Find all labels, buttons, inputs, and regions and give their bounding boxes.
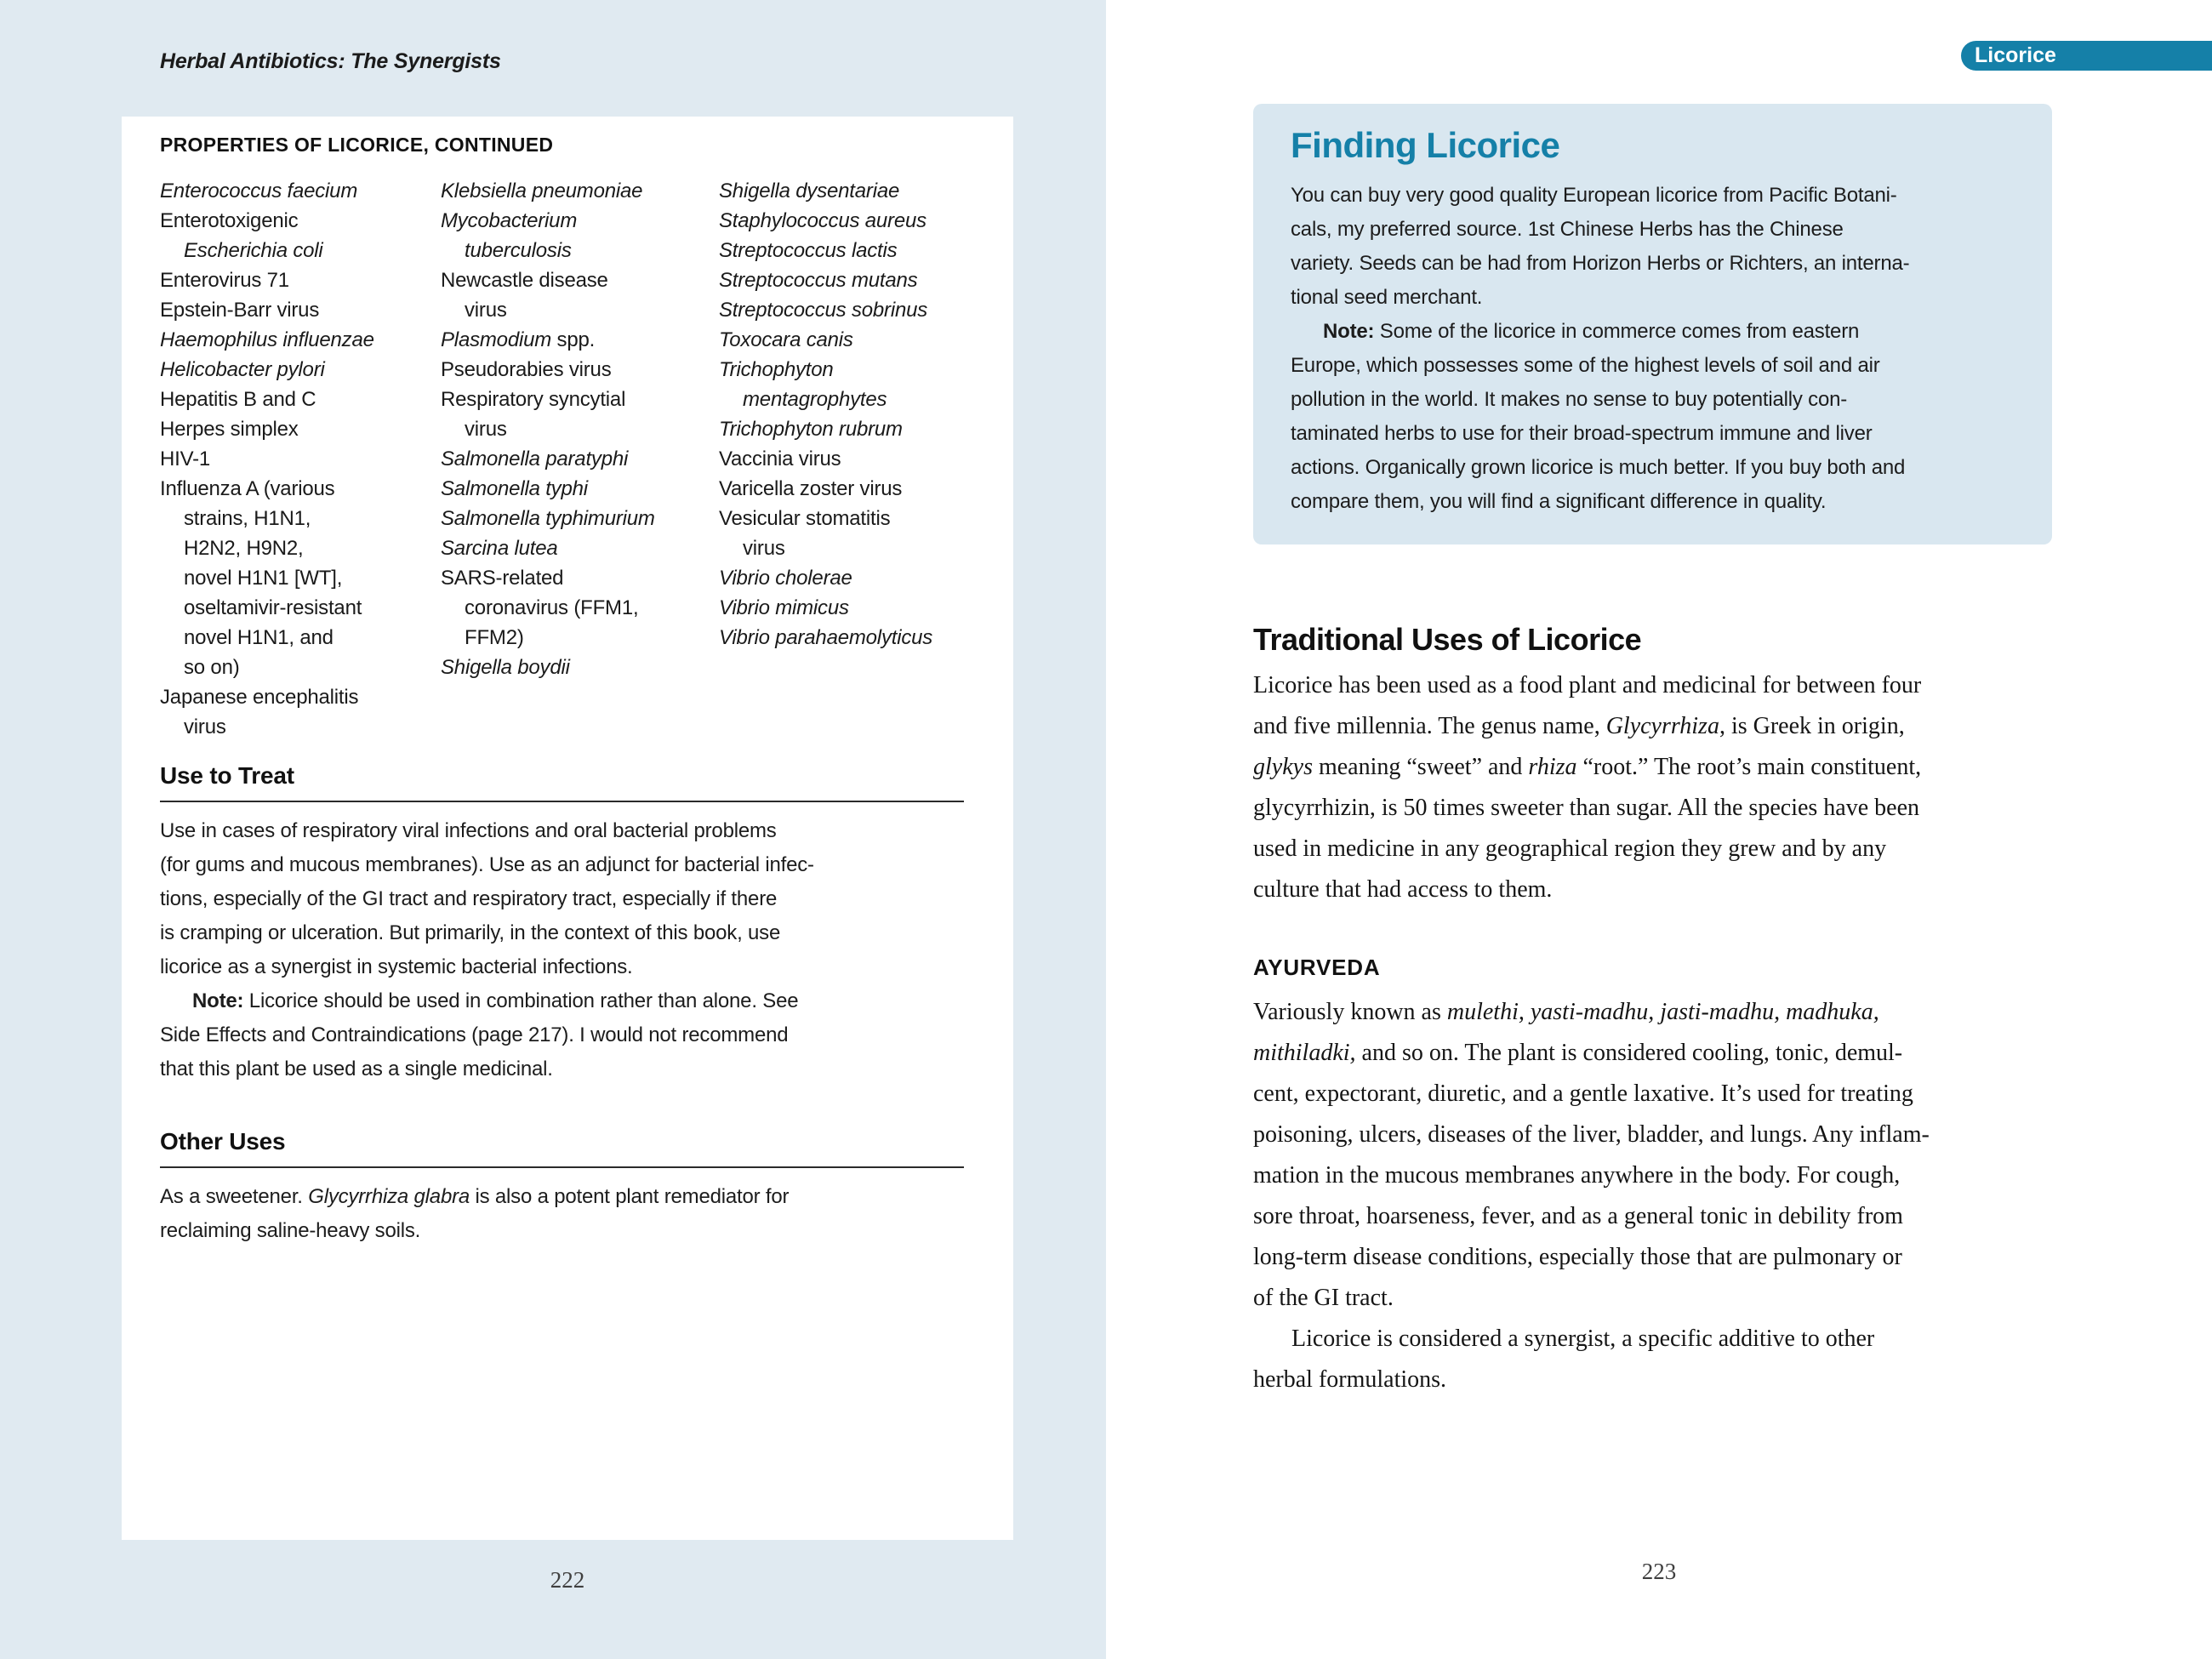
traditional-uses-body [1253, 665, 2070, 910]
ayurveda-section [1253, 955, 2070, 1400]
section-rule [160, 1166, 964, 1168]
pathogen-list [160, 176, 1013, 742]
chapter-tab [1961, 41, 2212, 71]
list-item: Klebsiella pneumoniae [441, 180, 643, 202]
list-item: Plasmodium spp. [441, 328, 596, 351]
list-item: Vibrio parahaemolyticus [719, 626, 933, 649]
other-uses-body [160, 1180, 964, 1248]
traditional-uses-section [1253, 623, 2070, 910]
finding-licorice-box [1253, 104, 2052, 544]
pathogen-column-2 [441, 176, 719, 742]
list-item: Helicobacter pylori [160, 358, 325, 381]
use-to-treat-body [160, 814, 964, 1086]
page-number-left: 222 [550, 1567, 585, 1593]
pathogen-column-1 [160, 176, 441, 742]
list-item: Enterotoxigenic Escherichia coli [160, 209, 323, 262]
paragraph: Licorice has been used as a food plant and medicinal for between four and five millennia. The genus name, Glycyrrhiza, is Greek in origin, glykys meaning “sweet” and rhiza “root.” The root’s main constituent, glycyrrhizin, is 50 times sweeter than sugar. All the species have been used in medicine in any geographical region they grew and by any culture that had access to them. [1253, 672, 1922, 903]
list-item: Mycobacterium tuberculosis [441, 209, 578, 262]
list-item: Trichophyton rubrum [719, 418, 903, 441]
list-item: Varicella zoster virus [719, 477, 903, 500]
paragraph: Licorice is considered a synergist, a specific additive to other herbal formulations. [1253, 1325, 1875, 1393]
paragraph: As a sweetener. Glycyrrhiza glabra is also a potent plant remediator for reclaiming saline-heavy soils. [160, 1185, 790, 1242]
list-item: Hepatitis B and C [160, 388, 316, 411]
list-item: Salmonella typhimurium [441, 507, 655, 530]
list-item: Sarcina lutea [441, 537, 558, 560]
list-item: Herpes simplex [160, 418, 299, 441]
list-item: Salmonella typhi [441, 477, 588, 500]
list-item: Enterococcus faecium [160, 180, 358, 202]
list-item: Toxocara canis [719, 328, 853, 351]
list-item: Shigella dysentariae [719, 180, 900, 202]
list-item: Pseudorabies virus [441, 358, 612, 381]
paragraph: Use in cases of respiratory viral infections and oral bacterial problems (for gums and mucous membranes). Use as an adjunct for bacterial infec- tions, especially of the GI tract and respiratory tract, especially if there is cramping or ulceration. But primarily, in the context of this book, use licorice as a synergist in systemic bacterial infections. [160, 819, 814, 978]
list-item: Streptococcus lactis [719, 239, 898, 262]
other-uses-section [160, 1127, 964, 1248]
traditional-uses-heading: Traditional Uses of Licorice [1253, 622, 1642, 657]
use-to-treat-section [160, 761, 964, 1086]
list-item: Enterovirus 71 [160, 269, 289, 292]
paragraph: Variously known as mulethi, yasti-madhu, jasti-madhu, madhuka, mithiladki, and so on. The plant is considered cooling, tonic, demul- cent, expectorant, diuretic, and a gentle laxative. It’s used for treating poisoning, ulcers, diseases of the liver, bladder, and lungs. Any inflam- mation in the mucous membranes anywhere in the body. For cough, sore throat, hoarseness, fever, and as a general tonic in debility from long-term disease conditions, especially those that are pulmonary or of the GI tract. [1253, 999, 1930, 1311]
list-item: Trichophyton mentagrophytes [719, 358, 887, 411]
list-item: Epstein-Barr virus [160, 299, 320, 322]
list-item: Staphylococcus aureus [719, 209, 926, 232]
list-item: SARS-related coronavirus (FFM1, FFM2) [441, 567, 639, 649]
list-item: Respiratory syncytial virus [441, 388, 626, 441]
properties-box [122, 117, 1013, 1540]
chapter-tab-label: Licorice [1975, 43, 2056, 67]
use-to-treat-heading: Use to Treat [160, 762, 294, 789]
list-item: Shigella boydii [441, 656, 570, 679]
list-item: Vaccinia virus [719, 448, 841, 470]
list-item: Streptococcus sobrinus [719, 299, 928, 322]
ayurveda-body [1253, 992, 2070, 1400]
finding-licorice-body [1291, 179, 2018, 519]
list-item: Influenza A (various strains, H1N1, H2N2, H9N2, novel H1N1 [WT], oseltamivir-resistant novel H1N1, and so on) [160, 477, 362, 679]
list-item: Vibrio mimicus [719, 596, 849, 619]
list-item: Streptococcus mutans [719, 269, 918, 292]
right-page [1106, 0, 2212, 1659]
paragraph: Note: Some of the licorice in commerce comes from eastern Europe, which possesses some of the highest levels of soil and air pollution in the world. It makes no sense to buy potentially con- taminated herbs to use for their broad-spectrum immune and liver actions. Organically grown licorice is much better. If you buy both and compare them, you will find a significant difference in quality. [1291, 320, 1906, 513]
list-item: Salmonella paratyphi [441, 448, 629, 470]
page-number-right: 223 [1641, 1559, 1677, 1584]
list-item: Haemophilus influenzae [160, 328, 374, 351]
finding-licorice-heading: Finding Licorice [1291, 125, 1560, 165]
list-item: Newcastle disease virus [441, 269, 608, 322]
properties-box-heading: PROPERTIES OF LICORICE, CONTINUED [160, 134, 554, 156]
list-item: Japanese encephalitis virus [160, 686, 359, 738]
running-header: Herbal Antibiotics: The Synergists [160, 49, 501, 73]
list-item: Vesicular stomatitis virus [719, 507, 891, 560]
pathogen-column-3 [719, 176, 1013, 742]
ayurveda-heading: AYURVEDA [1253, 955, 1381, 980]
list-item: HIV-1 [160, 448, 211, 470]
list-item: Vibrio cholerae [719, 567, 852, 590]
paragraph: You can buy very good quality European licorice from Pacific Botani- cals, my preferred source. 1st Chinese Herbs has the Chinese variety. Seeds can be had from Horizon Herbs or Richters, an interna- tional seed merchant. [1291, 184, 1910, 309]
section-rule [160, 801, 964, 802]
paragraph: Note: Licorice should be used in combination rather than alone. See Side Effects and Contraindications (page 217). I would not recommend that this plant be used as a single medicinal. [160, 989, 799, 1080]
other-uses-heading: Other Uses [160, 1128, 286, 1154]
